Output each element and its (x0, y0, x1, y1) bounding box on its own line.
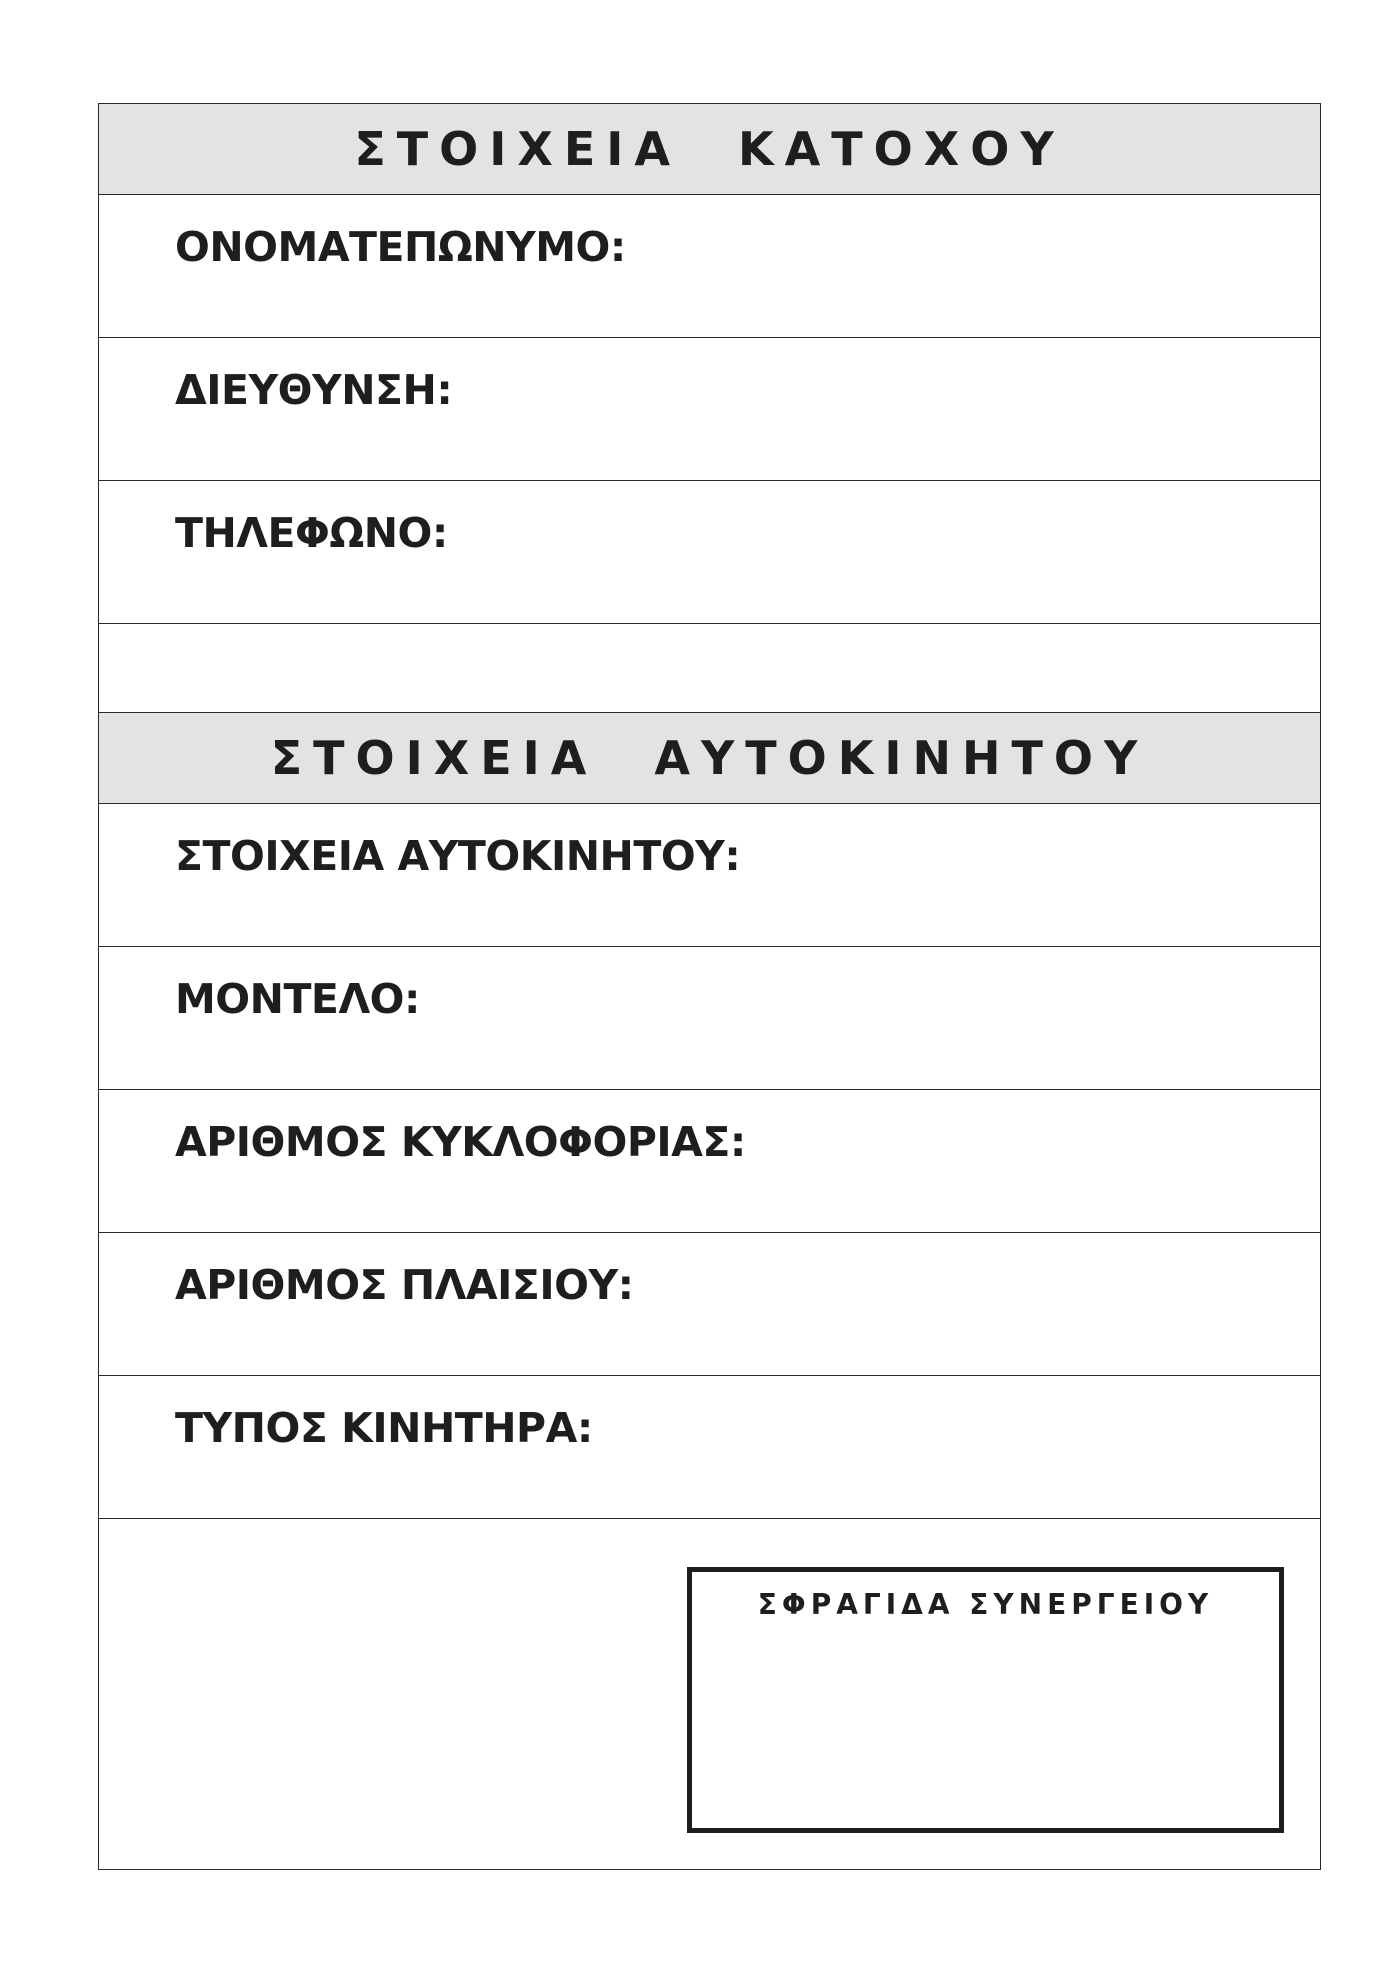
vehicle-model-label: ΜΟΝΤΕΛΟ: (175, 975, 420, 1023)
registration-number-row[interactable] (99, 1090, 1320, 1233)
workshop-stamp-box (687, 1567, 1284, 1833)
vehicle-section-title: ΣΤΟΙΧΕΙΑ ΑΥΤΟΚΙΝΗΤΟΥ (270, 731, 1149, 785)
owner-section-title: ΣΤΟΙΧΕΙΑ ΚΑΤΟΧΟΥ (354, 122, 1065, 176)
engine-type-label: ΤΥΠΟΣ ΚΙΝΗΤΗΡΑ: (175, 1404, 593, 1452)
service-form (98, 103, 1321, 1870)
vehicle-model-row[interactable] (99, 947, 1320, 1090)
owner-section-header (99, 104, 1320, 195)
chassis-number-row[interactable] (99, 1233, 1320, 1376)
owner-phone-label: ΤΗΛΕΦΩΝΟ: (175, 509, 448, 557)
vehicle-details-row[interactable] (99, 804, 1320, 947)
stamp-area (99, 1525, 1320, 1869)
engine-type-row[interactable] (99, 1376, 1320, 1519)
vehicle-details-label: ΣΤΟΙΧΕΙΑ ΑΥΤΟΚΙΝΗΤΟΥ: (175, 832, 741, 880)
workshop-stamp-label: ΣΦΡΑΓΙΔΑ ΣΥΝΕΡΓΕΙΟΥ (757, 1588, 1214, 1621)
owner-address-row[interactable] (99, 338, 1320, 481)
section-spacer (99, 624, 1320, 713)
owner-name-label: ΟΝΟΜΑΤΕΠΩΝΥΜΟ: (175, 223, 626, 271)
owner-phone-row[interactable] (99, 481, 1320, 624)
owner-address-label: ΔΙΕΥΘΥΝΣΗ: (175, 366, 453, 414)
owner-name-row[interactable] (99, 195, 1320, 338)
vehicle-section-header (99, 713, 1320, 804)
registration-number-label: ΑΡΙΘΜΟΣ ΚΥΚΛΟΦΟΡΙΑΣ: (175, 1118, 746, 1166)
chassis-number-label: ΑΡΙΘΜΟΣ ΠΛΑΙΣΙΟΥ: (175, 1261, 634, 1309)
